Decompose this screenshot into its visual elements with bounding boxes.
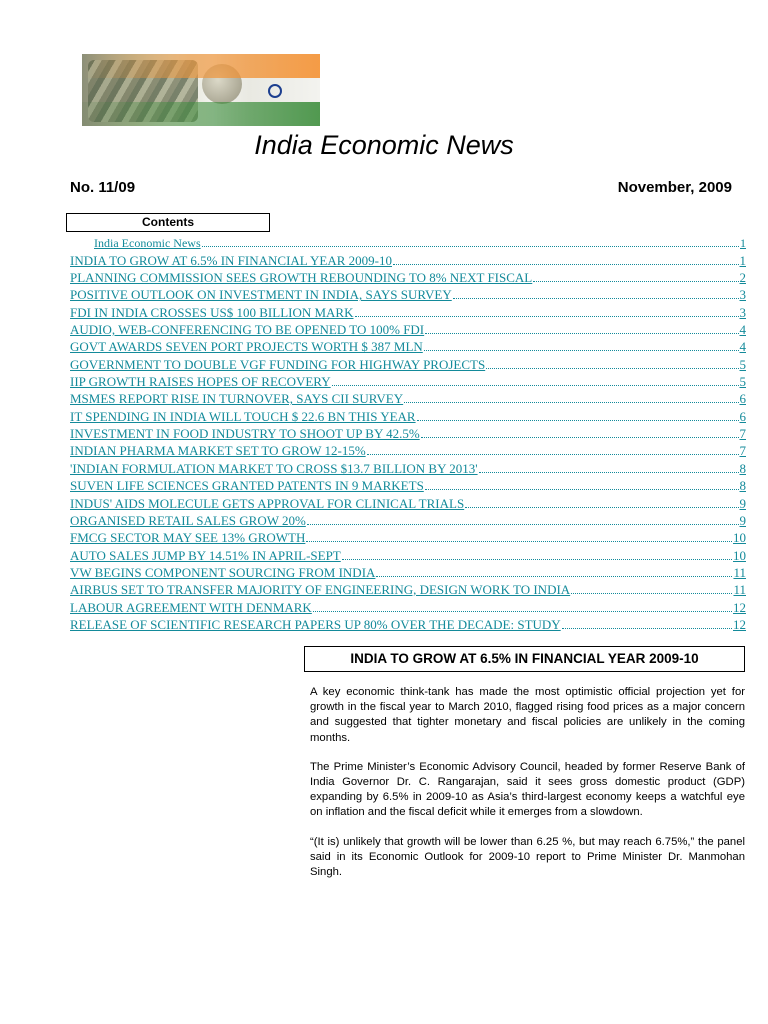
article-paragraph-3: “(It is) unlikely that growth will be lower than 6.25 %, but may reach 6.75%,” the panel said in its Economic Outlook for 2009-10 report to Prime Minister Dr. Manmohan Singh.: [310, 835, 745, 879]
toc-leader-dots: [465, 507, 738, 508]
issue-date: November, 2009: [617, 179, 732, 196]
toc-entry-page[interactable]: 1: [740, 236, 746, 251]
ashoka-chakra-icon: [268, 84, 282, 98]
toc-entry-page[interactable]: 9: [739, 495, 746, 511]
toc-leader-dots: [376, 576, 732, 577]
flag-green-band: [82, 102, 320, 126]
toc-entry[interactable]: [70, 338, 746, 355]
toc-entry-page[interactable]: 9: [739, 512, 746, 528]
toc-leader-dots: [479, 472, 739, 473]
toc-entry[interactable]: [70, 373, 746, 390]
toc-entry[interactable]: [70, 269, 746, 286]
toc-leader-dots: [307, 524, 739, 525]
header-banner-image: [82, 54, 320, 126]
toc-entry-page[interactable]: 8: [739, 478, 746, 494]
toc-entry-title[interactable]: VW BEGINS COMPONENT SOURCING FROM INDIA: [70, 564, 376, 580]
toc-entry-page[interactable]: 12: [733, 616, 746, 632]
table-of-contents: [70, 234, 746, 633]
toc-entry[interactable]: [70, 616, 746, 633]
toc-entry-title[interactable]: SUVEN LIFE SCIENCES GRANTED PATENTS IN 9 MARKETS: [70, 478, 424, 494]
toc-entry-page[interactable]: 3: [739, 287, 746, 303]
toc-entry-page[interactable]: 11: [733, 564, 746, 580]
toc-entry[interactable]: [70, 564, 746, 581]
toc-entry[interactable]: [70, 442, 746, 459]
toc-entry-title[interactable]: AUDIO, WEB-CONFERENCING TO BE OPENED TO 100% FDI: [70, 322, 425, 338]
toc-entry-title[interactable]: PLANNING COMMISSION SEES GROWTH REBOUNDING TO 8% NEXT FISCAL: [70, 270, 533, 286]
toc-entry-title[interactable]: GOVERNMENT TO DOUBLE VGF FUNDING FOR HIGHWAY PROJECTS: [70, 356, 486, 372]
toc-entry-title[interactable]: AIRBUS SET TO TRANSFER MAJORITY OF ENGINEERING, DESIGN WORK TO INDIA: [70, 582, 571, 598]
toc-entry-page[interactable]: 3: [739, 304, 746, 320]
toc-entry-title[interactable]: FDI IN INDIA CROSSES US$ 100 BILLION MARK: [70, 304, 354, 320]
toc-entry-title[interactable]: INDUS' AIDS MOLECULE GETS APPROVAL FOR CLINICAL TRIALS: [70, 495, 465, 511]
toc-leader-dots: [404, 402, 738, 403]
toc-entry-page[interactable]: 8: [739, 460, 746, 476]
toc-leader-dots: [367, 454, 739, 455]
toc-entry-page[interactable]: 10: [733, 530, 746, 546]
toc-entry[interactable]: [70, 425, 746, 442]
toc-leader-dots: [533, 281, 738, 282]
toc-entry[interactable]: [70, 494, 746, 511]
toc-entry-title[interactable]: LABOUR AGREEMENT WITH DENMARK: [70, 599, 312, 615]
toc-leader-dots: [562, 628, 732, 629]
toc-entry[interactable]: [70, 459, 746, 476]
toc-leader-dots: [486, 368, 738, 369]
toc-leader-dots: [453, 298, 739, 299]
toc-entry[interactable]: [70, 321, 746, 338]
toc-leader-dots: [425, 489, 739, 490]
toc-entry-title[interactable]: MSMES REPORT RISE IN TURNOVER, SAYS CII SURVEY: [70, 391, 404, 407]
toc-entry[interactable]: [70, 303, 746, 320]
toc-leader-dots: [342, 559, 732, 560]
toc-entry-page[interactable]: 6: [739, 391, 746, 407]
contents-heading: Contents: [66, 213, 270, 232]
toc-entry-page[interactable]: 2: [739, 270, 746, 286]
toc-entry-title[interactable]: GOVT AWARDS SEVEN PORT PROJECTS WORTH $ 387 MLN: [70, 339, 423, 355]
article-heading: INDIA TO GROW AT 6.5% IN FINANCIAL YEAR 2009-10: [304, 646, 745, 672]
toc-entry[interactable]: [70, 251, 746, 268]
toc-entry-page[interactable]: 5: [739, 356, 746, 372]
toc-entry-title[interactable]: POSITIVE OUTLOOK ON INVESTMENT IN INDIA, SAYS SURVEY: [70, 287, 452, 303]
toc-entry[interactable]: [70, 407, 746, 424]
toc-entry-title[interactable]: INDIAN PHARMA MARKET SET TO GROW 12-15%: [70, 443, 366, 459]
toc-leader-dots: [425, 333, 738, 334]
toc-entry-title[interactable]: IIP GROWTH RAISES HOPES OF RECOVERY: [70, 374, 331, 390]
toc-entry-page[interactable]: 10: [733, 547, 746, 563]
toc-leader-dots: [421, 437, 739, 438]
toc-entry[interactable]: [70, 390, 746, 407]
toc-entry-page[interactable]: 7: [739, 443, 746, 459]
article-paragraph-1: A key economic think-tank has made the most optimistic official projection yet for growth in the fiscal year to March 2010, flagged rising food prices as a major concern and suggested that tighter monetary and fiscal policies are unlikely in the coming months.: [310, 686, 745, 744]
toc-entry[interactable]: [70, 512, 746, 529]
toc-entry-title[interactable]: INVESTMENT IN FOOD INDUSTRY TO SHOOT UP BY 42.5%: [70, 426, 420, 442]
flag-saffron-band: [82, 54, 320, 78]
toc-leader-dots: [306, 541, 732, 542]
article-paragraph-2: The Prime Minister’s Economic Advisory Council, headed by former Reserve Bank of India Governor Dr. C. Rangarajan, said it sees gross domestic product (GDP) expanding by 6.5% in 2009-10 as Asia’s third-largest economy keeps a watchful eye on inflation and the fiscal deficit while it emerges from a slowdown.: [310, 760, 745, 819]
toc-leader-dots: [332, 385, 739, 386]
toc-entry-title[interactable]: ORGANISED RETAIL SALES GROW 20%: [70, 512, 306, 528]
toc-leader-dots: [355, 316, 739, 317]
article-body: [310, 685, 745, 894]
toc-entry-title[interactable]: INDIA TO GROW AT 6.5% IN FINANCIAL YEAR 2009-10: [70, 252, 392, 268]
toc-entry[interactable]: [70, 598, 746, 615]
toc-entry[interactable]: [70, 529, 746, 546]
toc-entry[interactable]: [70, 581, 746, 598]
toc-leader-dots: [313, 611, 732, 612]
toc-leader-dots: [571, 593, 732, 594]
toc-entry-title[interactable]: AUTO SALES JUMP BY 14.51% IN APRIL-SEPT: [70, 547, 341, 563]
toc-entry[interactable]: [70, 355, 746, 372]
toc-entry-title[interactable]: RELEASE OF SCIENTIFIC RESEARCH PAPERS UP 80% OVER THE DECADE: STUDY: [70, 616, 561, 632]
toc-leader-dots: [417, 420, 739, 421]
issue-number: No. 11/09: [70, 179, 136, 196]
toc-entry[interactable]: [70, 546, 746, 563]
newsletter-title: India Economic News: [254, 130, 514, 160]
toc-entry-title[interactable]: India Economic News: [94, 236, 201, 251]
toc-entry-page[interactable]: 1: [739, 252, 746, 268]
toc-entry-page[interactable]: 12: [733, 599, 746, 615]
toc-entry-page[interactable]: 11: [733, 582, 746, 598]
toc-entry[interactable]: [70, 234, 746, 251]
toc-entry-page[interactable]: 4: [739, 322, 746, 338]
toc-entry-page[interactable]: 6: [739, 408, 746, 424]
toc-entry-title[interactable]: FMCG SECTOR MAY SEE 13% GROWTH: [70, 530, 306, 546]
toc-leader-dots: [424, 350, 739, 351]
toc-entry-page[interactable]: 7: [739, 426, 746, 442]
toc-leader-dots: [202, 246, 739, 247]
toc-entry-page[interactable]: 5: [739, 374, 746, 390]
toc-entry[interactable]: [70, 286, 746, 303]
toc-entry-title[interactable]: IT SPENDING IN INDIA WILL TOUCH $ 22.6 BN THIS YEAR: [70, 408, 416, 424]
toc-entry[interactable]: [70, 477, 746, 494]
toc-entry-page[interactable]: 4: [739, 339, 746, 355]
toc-entry-title[interactable]: 'INDIAN FORMULATION MARKET TO CROSS $13.7 BILLION BY 2013': [70, 460, 478, 476]
toc-leader-dots: [393, 264, 739, 265]
